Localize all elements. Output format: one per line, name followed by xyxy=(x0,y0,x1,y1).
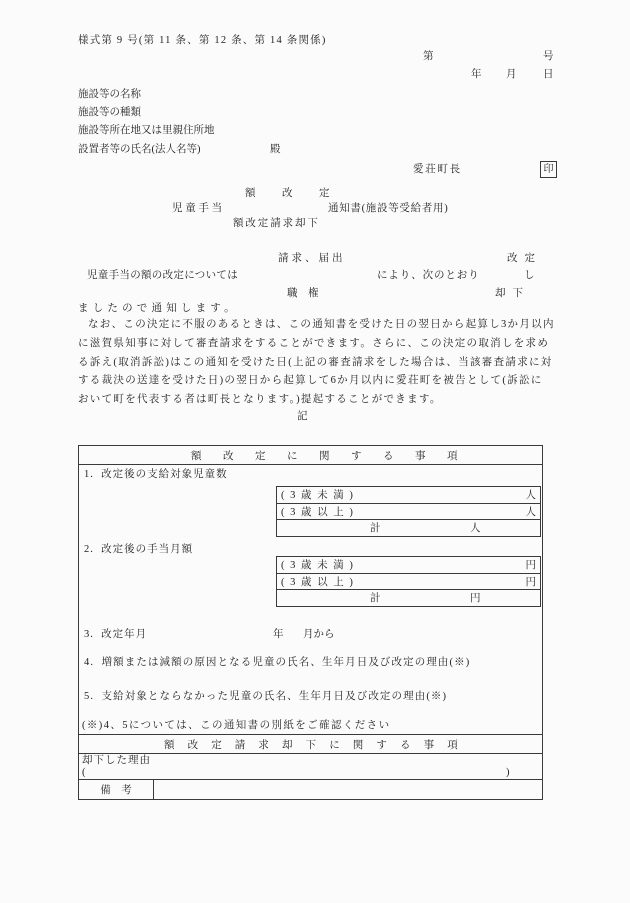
appeal-line: なお、この決定に不服のあるときは、この通知書を受けた日の翌日から起算し3か月以内 xyxy=(88,319,555,330)
facility-address-label: 施設等所在地又は里親住所地 xyxy=(78,125,215,136)
item4-label: 4. 増額または減額の原因となる児童の氏名、生年月日及び改定の理由(※) xyxy=(84,657,471,668)
facility-name-label: 施設等の名称 xyxy=(78,89,141,100)
option-request-report: 請求、届出 xyxy=(278,253,346,264)
total-unit: 人 xyxy=(470,523,481,535)
row-label: ( 3 歳 以 上 ) xyxy=(281,507,355,518)
item2-label: 2. 改定後の手当月額 xyxy=(84,544,194,555)
mayor-name: 愛荘町長 xyxy=(413,164,462,175)
notice-opening: 児童手当の額の改定については xyxy=(87,270,238,281)
revision-details-table xyxy=(78,445,543,800)
title-stack-bottom: 額改定請求却下 xyxy=(233,218,320,229)
total-label: 計 xyxy=(370,593,381,605)
table-section2-header xyxy=(79,734,542,754)
table-section1-header xyxy=(79,446,542,465)
table-row xyxy=(277,504,540,521)
rejection-paren-open: ( xyxy=(82,767,86,778)
appeal-line: する裁決の送達を受けた日)の翌日から起算して6か月以内に愛荘町を被告として(訴訟に xyxy=(78,375,543,386)
item5-label: 5. 支給対象とならなかった児童の氏名、生年月日及び改定の理由(※) xyxy=(84,691,448,702)
remarks-label-cell: 備 考 xyxy=(79,780,154,799)
notice-closing: ましたので通知します。 xyxy=(78,303,239,314)
total-unit: 円 xyxy=(470,593,481,605)
option-authority: 職 権 xyxy=(287,288,319,299)
title-stack-top: 額 改 定 xyxy=(245,188,338,199)
facility-type-label: 施設等の種類 xyxy=(78,107,141,118)
notice-shi: し xyxy=(524,270,535,281)
dono-honorific: 殿 xyxy=(270,144,281,155)
founder-name-label: 設置者等の氏名(法人名等) xyxy=(78,144,201,155)
rejection-reason-label: 却下した理由 xyxy=(82,755,151,766)
row-unit: 円 xyxy=(525,577,536,588)
title-left: 児童手当 xyxy=(172,203,225,214)
section1-title: 額 改 定 に 関 す る 事 項 xyxy=(191,451,463,462)
rejection-paren-close: ) xyxy=(506,767,510,778)
date-month-label: 月 xyxy=(506,69,517,80)
ki-marker: 記 xyxy=(297,411,308,422)
row-label: ( 3 歳 未 満 ) xyxy=(281,560,355,572)
form-number-label: 様式第 9 号(第 11 条、第 12 条、第 14 条関係) xyxy=(78,35,327,46)
monthly-amount-table xyxy=(276,556,541,607)
table-total-row xyxy=(277,590,540,606)
table-note: (※)4、5については、この通知書の別紙をご確認ください xyxy=(82,720,391,731)
date-day-label: 日 xyxy=(543,69,554,80)
remarks-row xyxy=(79,779,542,799)
row-label: ( 3 歳 未 満 ) xyxy=(281,490,355,502)
row-label: ( 3 歳 以 上 ) xyxy=(281,577,355,588)
item3-from-label: 月から xyxy=(303,629,335,640)
option-rejection: 却下 xyxy=(495,288,530,299)
appeal-line: に滋賀県知事に対して審査請求をすることができます。さらに、この決定の取消しを求め xyxy=(78,338,550,349)
doc-number-prefix: 第 xyxy=(423,51,434,62)
doc-number-suffix: 号 xyxy=(543,51,554,62)
seal-mark-icon: 印 xyxy=(540,161,557,178)
option-revision: 改定 xyxy=(507,253,542,264)
item3-year-label: 年 xyxy=(273,629,284,640)
section2-title: 額 改 定 請 求 却 下 に 関 す る 事 項 xyxy=(164,740,459,751)
title-right: 通知書(施設等受給者用) xyxy=(328,203,449,214)
row-unit: 人 xyxy=(525,490,536,502)
table-total-row xyxy=(277,520,540,536)
row-unit: 人 xyxy=(525,507,536,518)
total-label: 計 xyxy=(370,523,381,535)
children-count-table xyxy=(276,486,541,537)
table-row xyxy=(277,574,540,591)
appeal-line: る訴え(取消訴訟)はこの通知を受けた日(上記の審査請求をした場合は、当該審査請求に対 xyxy=(78,357,553,368)
date-year-label: 年 xyxy=(471,69,482,80)
table-row xyxy=(277,557,540,574)
item1-label: 1. 改定後の支給対象児童数 xyxy=(84,469,228,480)
item3-label: 3. 改定年月 xyxy=(84,629,148,640)
notice-middle: により、次のとおり xyxy=(377,270,480,281)
appeal-line: おいて町を代表する者は町長となります。)提起することができます。 xyxy=(78,394,442,405)
row-unit: 円 xyxy=(525,560,536,572)
table-row xyxy=(277,487,540,504)
